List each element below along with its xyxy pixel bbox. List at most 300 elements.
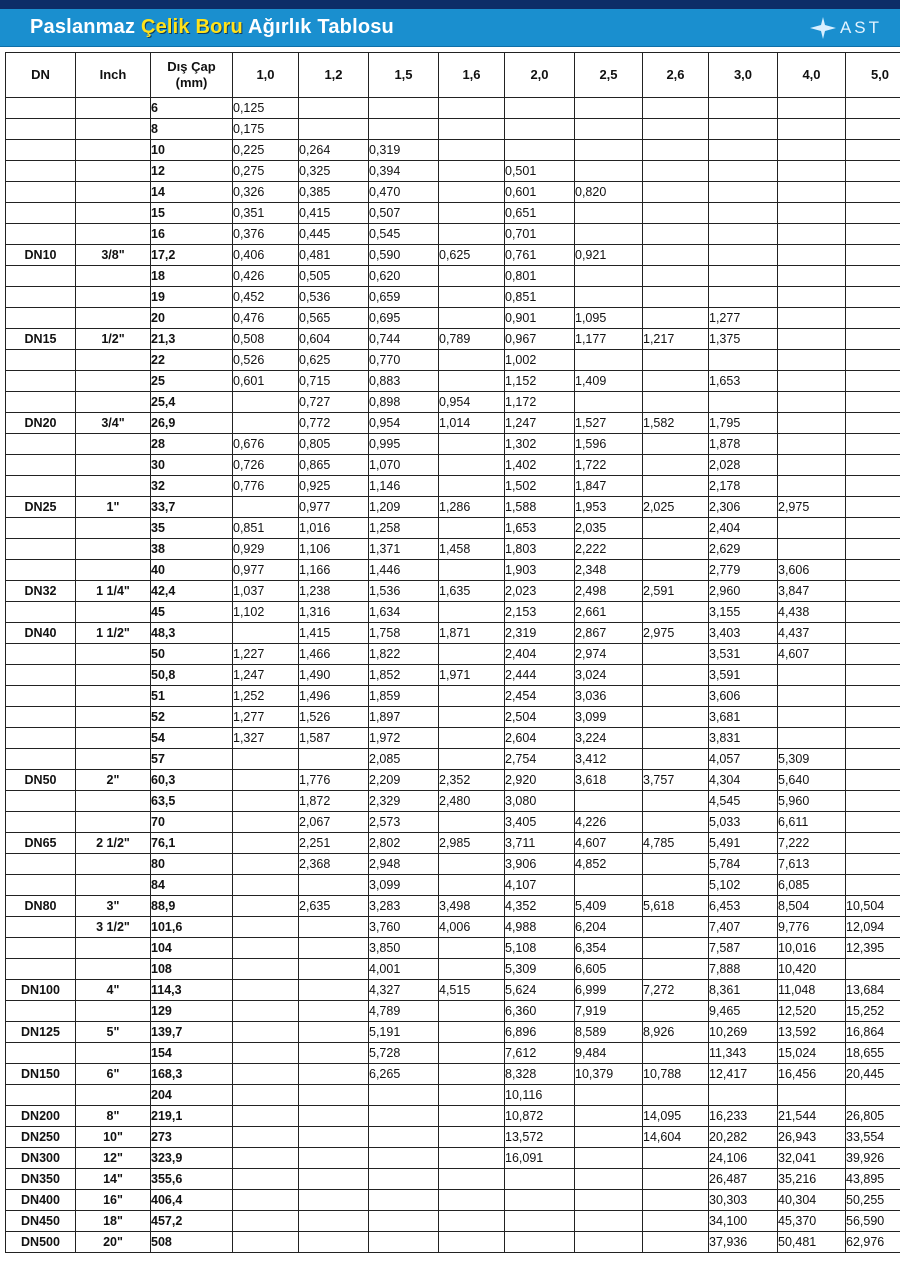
cell-weight [846,518,900,539]
cell-inch: 14" [76,1169,151,1190]
cell-inch [76,392,151,413]
cell-dn [6,308,76,329]
cell-outer-diameter: 22 [151,350,233,371]
cell-outer-diameter: 80 [151,854,233,875]
table-row [6,455,900,476]
cell-weight: 4,789 [369,1001,439,1022]
cell-weight [233,623,299,644]
cell-weight: 2,222 [575,539,643,560]
cell-inch: 1 1/4" [76,581,151,602]
cell-weight: 4,107 [505,875,575,896]
cell-outer-diameter: 355,6 [151,1169,233,1190]
cell-weight [643,476,709,497]
cell-weight: 5,624 [505,980,575,1001]
cell-weight [643,518,709,539]
cell-weight: 1,227 [233,644,299,665]
cell-dn [6,938,76,959]
cell-weight: 5,309 [778,749,846,770]
cell-weight [439,224,505,245]
cell-weight [439,287,505,308]
cell-weight: 1,402 [505,455,575,476]
table-row [6,119,900,140]
cell-inch: 1/2" [76,329,151,350]
cell-weight: 7,407 [709,917,778,938]
cell-weight [233,1085,299,1106]
cell-weight [299,1022,369,1043]
cell-weight: 7,888 [709,959,778,980]
cell-weight: 0,452 [233,287,299,308]
cell-weight: 0,507 [369,203,439,224]
cell-weight: 1,903 [505,560,575,581]
cell-weight: 1,277 [233,707,299,728]
cell-weight: 6,611 [778,812,846,833]
cell-weight: 2,635 [299,896,369,917]
cell-outer-diameter: 18 [151,266,233,287]
cell-weight: 0,715 [299,371,369,392]
cell-weight [439,938,505,959]
cell-weight [778,140,846,161]
cell-weight [575,350,643,371]
cell-weight: 2,454 [505,686,575,707]
cell-weight: 0,651 [505,203,575,224]
cell-outer-diameter: 129 [151,1001,233,1022]
cell-weight: 5,491 [709,833,778,854]
cell-weight: 10,116 [505,1085,575,1106]
cell-weight: 15,024 [778,1043,846,1064]
cell-weight: 0,426 [233,266,299,287]
cell-weight [299,1106,369,1127]
cell-weight [846,749,900,770]
table-row [6,1127,900,1148]
cell-weight: 5,618 [643,896,709,917]
cell-weight: 2,975 [643,623,709,644]
cell-weight: 4,327 [369,980,439,1001]
cell-weight: 0,225 [233,140,299,161]
cell-weight: 3,498 [439,896,505,917]
cell-weight: 8,504 [778,896,846,917]
cell-weight: 32,041 [778,1148,846,1169]
cell-weight [575,1127,643,1148]
cell-weight [439,350,505,371]
cell-weight [643,161,709,182]
cell-weight: 1,758 [369,623,439,644]
cell-weight [299,98,369,119]
cell-weight [299,1169,369,1190]
cell-weight: 12,395 [846,938,900,959]
table-row [6,1211,900,1232]
cell-weight: 0,326 [233,182,299,203]
ast-logo [810,16,882,40]
cell-weight: 5,102 [709,875,778,896]
cell-weight [643,812,709,833]
header-thickness: 2,5 [575,53,643,98]
cell-dn: DN200 [6,1106,76,1127]
cell-weight [369,119,439,140]
cell-dn [6,518,76,539]
cell-weight: 0,801 [505,266,575,287]
cell-weight [709,119,778,140]
cell-weight: 0,898 [369,392,439,413]
cell-dn [6,455,76,476]
table-row [6,371,900,392]
cell-weight [233,896,299,917]
cell-weight: 13,684 [846,980,900,1001]
cell-weight: 12,094 [846,917,900,938]
cell-outer-diameter: 19 [151,287,233,308]
cell-weight: 7,587 [709,938,778,959]
cell-weight: 1,106 [299,539,369,560]
cell-inch [76,749,151,770]
cell-weight: 1,258 [369,518,439,539]
cell-weight [846,770,900,791]
cell-weight: 0,805 [299,434,369,455]
cell-weight [778,98,846,119]
cell-inch [76,182,151,203]
cell-inch [76,938,151,959]
cell-outer-diameter: 51 [151,686,233,707]
cell-weight [575,203,643,224]
cell-weight: 3,403 [709,623,778,644]
cell-inch [76,560,151,581]
cell-weight: 0,394 [369,161,439,182]
cell-weight: 14,095 [643,1106,709,1127]
cell-weight [369,1169,439,1190]
cell-weight: 0,526 [233,350,299,371]
cell-outer-diameter: 45 [151,602,233,623]
cell-weight: 2,573 [369,812,439,833]
cell-inch [76,854,151,875]
cell-weight [643,539,709,560]
cell-weight: 1,822 [369,644,439,665]
cell-weight: 1,217 [643,329,709,350]
cell-weight [439,203,505,224]
cell-weight: 0,789 [439,329,505,350]
cell-weight: 2,867 [575,623,643,644]
cell-weight: 1,852 [369,665,439,686]
cell-weight [439,1211,505,1232]
cell-weight: 26,943 [778,1127,846,1148]
cell-weight [439,1064,505,1085]
cell-weight [778,392,846,413]
cell-weight: 0,590 [369,245,439,266]
cell-weight: 21,544 [778,1106,846,1127]
table-row [6,161,900,182]
cell-weight: 1,502 [505,476,575,497]
cell-weight: 18,655 [846,1043,900,1064]
cell-weight [439,308,505,329]
table-row [6,854,900,875]
cell-weight [709,98,778,119]
cell-weight [439,266,505,287]
cell-weight [439,371,505,392]
cell-weight [299,959,369,980]
cell-inch [76,266,151,287]
cell-weight [643,350,709,371]
cell-weight [299,938,369,959]
cell-weight [846,581,900,602]
cell-weight [299,1148,369,1169]
cell-weight [439,182,505,203]
cell-inch [76,161,151,182]
cell-weight: 7,613 [778,854,846,875]
cell-outer-diameter: 6 [151,98,233,119]
cell-weight [299,1232,369,1253]
cell-weight [643,266,709,287]
cell-inch: 3 1/2" [76,917,151,938]
cell-weight [439,602,505,623]
cell-weight: 3,847 [778,581,846,602]
cell-weight [778,161,846,182]
cell-outer-diameter: 17,2 [151,245,233,266]
table-row [6,1190,900,1211]
cell-inch [76,812,151,833]
cell-weight [643,224,709,245]
cell-weight: 2,661 [575,602,643,623]
cell-outer-diameter: 406,4 [151,1190,233,1211]
cell-weight: 2,629 [709,539,778,560]
cell-weight: 1,776 [299,770,369,791]
cell-weight: 16,864 [846,1022,900,1043]
cell-weight: 4,515 [439,980,505,1001]
cell-weight [233,812,299,833]
cell-weight: 4,988 [505,917,575,938]
cell-weight: 2,779 [709,560,778,581]
cell-weight: 0,125 [233,98,299,119]
cell-outer-diameter: 14 [151,182,233,203]
cell-weight [778,686,846,707]
title-part-2: Ağırlık Tablosu [242,16,394,38]
cell-weight: 1,327 [233,728,299,749]
cell-weight [846,266,900,287]
table-row [6,329,900,350]
cell-weight: 1,102 [233,602,299,623]
table-row [6,728,900,749]
cell-weight: 1,172 [505,392,575,413]
cell-dn: DN150 [6,1064,76,1085]
cell-weight [505,140,575,161]
cell-weight [369,1148,439,1169]
cell-weight [846,623,900,644]
cell-weight [233,392,299,413]
cell-dn: DN250 [6,1127,76,1148]
cell-weight: 1,653 [505,518,575,539]
cell-inch: 1" [76,497,151,518]
table-row [6,686,900,707]
cell-weight: 3,831 [709,728,778,749]
cell-weight: 12,520 [778,1001,846,1022]
cell-dn [6,665,76,686]
cell-dn: DN125 [6,1022,76,1043]
cell-weight [846,791,900,812]
table-row [6,644,900,665]
cell-outer-diameter: 70 [151,812,233,833]
cell-weight: 1,466 [299,644,369,665]
cell-weight: 2,035 [575,518,643,539]
cell-weight: 0,954 [369,413,439,434]
cell-weight: 40,304 [778,1190,846,1211]
cell-weight [439,1043,505,1064]
cell-weight [299,119,369,140]
cell-weight [778,413,846,434]
cell-inch [76,728,151,749]
cell-inch [76,476,151,497]
cell-weight: 1,277 [709,308,778,329]
cell-outer-diameter: 50,8 [151,665,233,686]
cell-weight [709,224,778,245]
cell-weight [439,644,505,665]
cell-weight [505,98,575,119]
cell-weight: 5,108 [505,938,575,959]
cell-outer-diameter: 168,3 [151,1064,233,1085]
cell-weight: 6,085 [778,875,846,896]
cell-weight: 4,304 [709,770,778,791]
table-row [6,497,900,518]
cell-weight: 1,953 [575,497,643,518]
cell-outer-diameter: 48,3 [151,623,233,644]
cell-weight: 1,375 [709,329,778,350]
cell-weight: 9,484 [575,1043,643,1064]
cell-weight: 50,255 [846,1190,900,1211]
cell-weight: 4,057 [709,749,778,770]
cell-weight: 10,788 [643,1064,709,1085]
table-header-row [6,53,900,98]
cell-weight: 10,504 [846,896,900,917]
cell-weight [778,350,846,371]
cell-weight [233,1169,299,1190]
cell-weight [846,875,900,896]
cell-inch [76,308,151,329]
cell-weight: 2,028 [709,455,778,476]
cell-weight [505,1169,575,1190]
cell-weight [575,1169,643,1190]
cell-dn [6,539,76,560]
cell-weight [299,980,369,1001]
cell-dn [6,749,76,770]
table-row [6,539,900,560]
cell-weight [643,938,709,959]
table-row [6,98,900,119]
cell-weight [439,1106,505,1127]
cell-outer-diameter: 139,7 [151,1022,233,1043]
cell-weight [846,161,900,182]
cell-weight [233,1043,299,1064]
cell-weight [643,686,709,707]
cell-inch: 10" [76,1127,151,1148]
page-title [30,16,394,39]
cell-weight [846,119,900,140]
cell-weight [778,476,846,497]
cell-weight: 33,554 [846,1127,900,1148]
cell-weight [369,1127,439,1148]
cell-weight: 4,607 [575,833,643,854]
header-thickness: 1,5 [369,53,439,98]
table-row [6,1106,900,1127]
cell-weight [709,287,778,308]
table-row [6,707,900,728]
cell-weight: 26,487 [709,1169,778,1190]
cell-weight: 3,531 [709,644,778,665]
cell-dn [6,182,76,203]
cell-dn [6,917,76,938]
cell-weight: 1,878 [709,434,778,455]
cell-weight: 1,146 [369,476,439,497]
cell-weight [846,329,900,350]
table-row [6,1085,900,1106]
cell-dn: DN80 [6,896,76,917]
cell-weight: 0,601 [233,371,299,392]
cell-weight [846,497,900,518]
cell-inch [76,371,151,392]
cell-weight: 6,265 [369,1064,439,1085]
cell-weight [846,812,900,833]
table-row [6,1232,900,1253]
cell-weight: 3,606 [709,686,778,707]
cell-weight [575,98,643,119]
cell-weight: 6,605 [575,959,643,980]
cell-weight: 0,865 [299,455,369,476]
cell-weight: 1,002 [505,350,575,371]
cell-weight: 0,820 [575,182,643,203]
cell-weight: 8,328 [505,1064,575,1085]
cell-weight: 0,967 [505,329,575,350]
cell-outer-diameter: 101,6 [151,917,233,938]
cell-weight [575,1106,643,1127]
cell-inch [76,224,151,245]
cell-outer-diameter: 28 [151,434,233,455]
cell-weight: 2,023 [505,581,575,602]
cell-inch [76,98,151,119]
cell-weight: 1,496 [299,686,369,707]
cell-weight: 8,926 [643,1022,709,1043]
cell-weight [778,434,846,455]
cell-weight: 1,016 [299,518,369,539]
cell-weight [233,1148,299,1169]
cell-dn [6,140,76,161]
cell-weight: 0,726 [233,455,299,476]
cell-weight: 0,883 [369,371,439,392]
cell-weight: 0,772 [299,413,369,434]
cell-weight [778,203,846,224]
cell-weight [778,728,846,749]
cell-weight: 2,591 [643,581,709,602]
cell-weight [643,917,709,938]
cell-weight [439,434,505,455]
cell-weight [369,1106,439,1127]
cell-weight: 2,209 [369,770,439,791]
cell-weight: 0,695 [369,308,439,329]
table-row [6,140,900,161]
cell-weight [439,476,505,497]
cell-weight [505,1211,575,1232]
table-row [6,560,900,581]
table-body [6,98,900,1253]
cell-inch [76,455,151,476]
cell-weight [575,119,643,140]
cell-weight: 1,458 [439,539,505,560]
cell-weight [846,224,900,245]
cell-weight: 2,329 [369,791,439,812]
cell-weight [778,455,846,476]
cell-weight [439,749,505,770]
cell-outer-diameter: 32 [151,476,233,497]
cell-weight: 4,001 [369,959,439,980]
cell-weight [846,140,900,161]
cell-weight [575,224,643,245]
cell-weight: 2,178 [709,476,778,497]
cell-weight: 0,385 [299,182,369,203]
cell-outer-diameter: 25,4 [151,392,233,413]
cell-weight [233,854,299,875]
